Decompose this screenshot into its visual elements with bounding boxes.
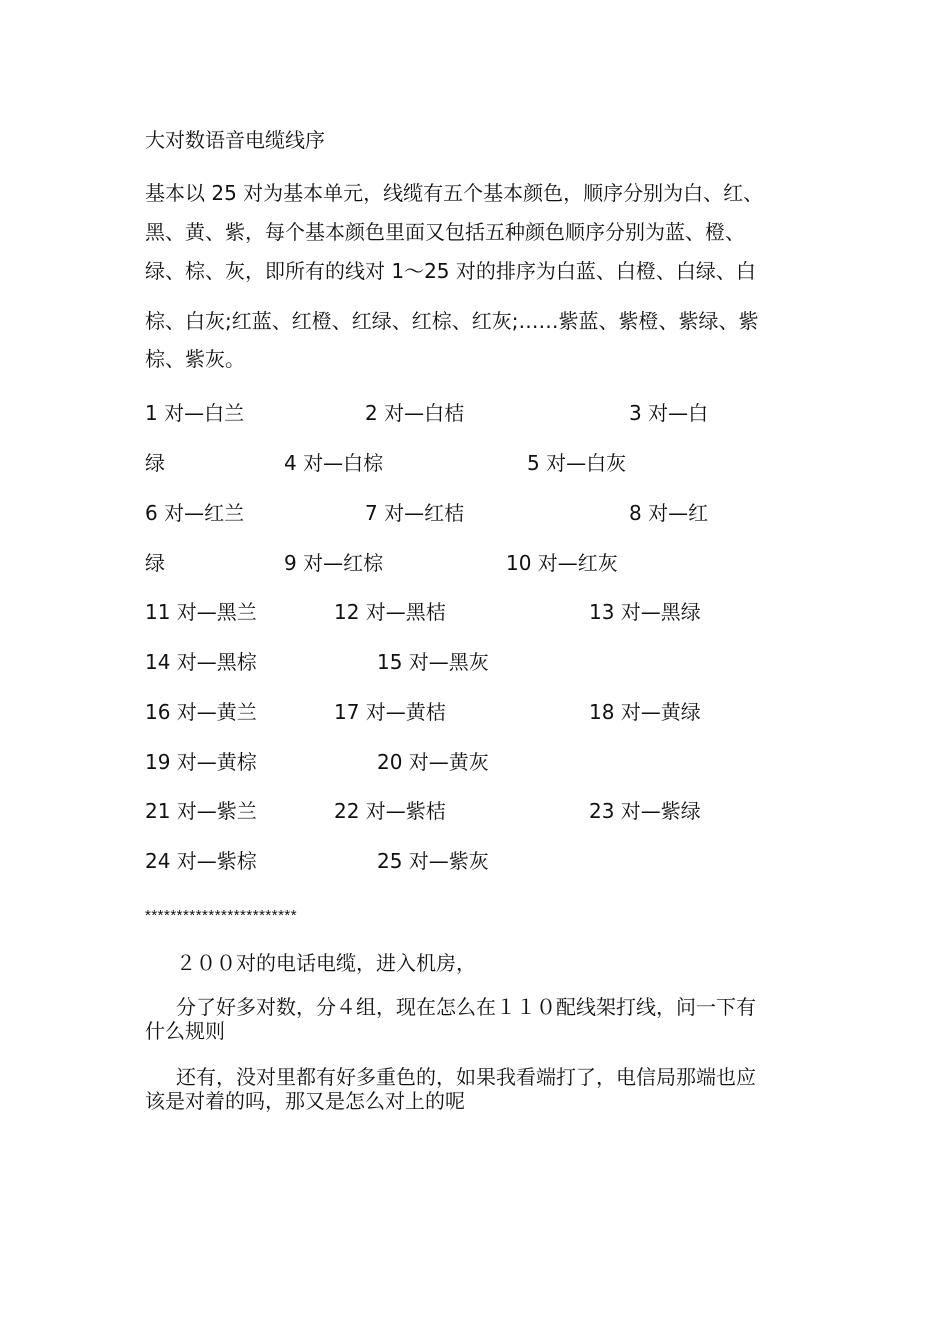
pair-entry: 25 对—紫灰: [377, 849, 489, 873]
intro-line: 棕、白灰;红蓝、红橙、红绿、红棕、红灰;……紫蓝、紫橙、紫绿、紫: [145, 309, 759, 333]
pair-entry: 12 对—黑桔: [334, 600, 446, 624]
pair-entry: 14 对—黑棕: [145, 650, 257, 674]
intro-line: 黑、黄、紫，每个基本颜色里面又包括五种颜色顺序分别为蓝、橙、: [145, 220, 745, 244]
pair-entry: 13 对—黑绿: [589, 600, 701, 624]
pair-entry: 5 对—白灰: [527, 451, 627, 475]
question-line: ２００对的电话电缆，进入机房，: [176, 951, 476, 975]
pair-entry: 9 对—红棕: [284, 551, 384, 575]
pair-entry: 10 对—红灰: [506, 551, 618, 575]
pair-entry: 8 对—红: [629, 501, 709, 525]
pair-entry: 绿: [145, 451, 165, 475]
pair-entry: 21 对—紫兰: [145, 799, 257, 823]
pair-entry: 19 对—黄棕: [145, 750, 257, 774]
pair-entry: 24 对—紫棕: [145, 849, 257, 873]
question-line: 该是对着的吗，那又是怎么对上的呢: [145, 1089, 465, 1113]
pair-entry: 20 对—黄灰: [377, 750, 489, 774]
pair-entry: 4 对—白棕: [284, 451, 384, 475]
pair-entry: 15 对—黑灰: [377, 650, 489, 674]
pair-entry: 11 对—黑兰: [145, 600, 257, 624]
intro-line: 绿、棕、灰，即所有的线对 1～25 对的排序为白蓝、白橙、白绿、白: [145, 259, 756, 283]
question-line: 分了好多对数，分４组，现在怎么在１１０配线架打线，问一下有: [176, 995, 756, 1019]
separator-line: ************************: [145, 907, 298, 924]
pair-entry: 3 对—白: [629, 401, 709, 425]
pair-entry: 17 对—黄桔: [334, 700, 446, 724]
pair-entry: 23 对—紫绿: [589, 799, 701, 823]
pair-entry: 7 对—红桔: [365, 501, 465, 525]
pair-entry: 22 对—紫桔: [334, 799, 446, 823]
pair-entry: 绿: [145, 551, 165, 575]
pair-entry: 2 对—白桔: [365, 401, 465, 425]
question-line: 还有，没对里都有好多重色的，如果我看端打了，电信局那端也应: [176, 1065, 756, 1089]
intro-line: 棕、紫灰。: [145, 347, 245, 371]
pair-entry: 18 对—黄绿: [589, 700, 701, 724]
document-title: 大对数语音电缆线序: [145, 128, 325, 152]
pair-entry: 1 对—白兰: [145, 401, 245, 425]
intro-line: 基本以 25 对为基本单元，线缆有五个基本颜色，顺序分别为白、红、: [145, 181, 764, 205]
pair-entry: 6 对—红兰: [145, 501, 245, 525]
pair-entry: 16 对—黄兰: [145, 700, 257, 724]
question-line: 什么规则: [145, 1019, 225, 1043]
